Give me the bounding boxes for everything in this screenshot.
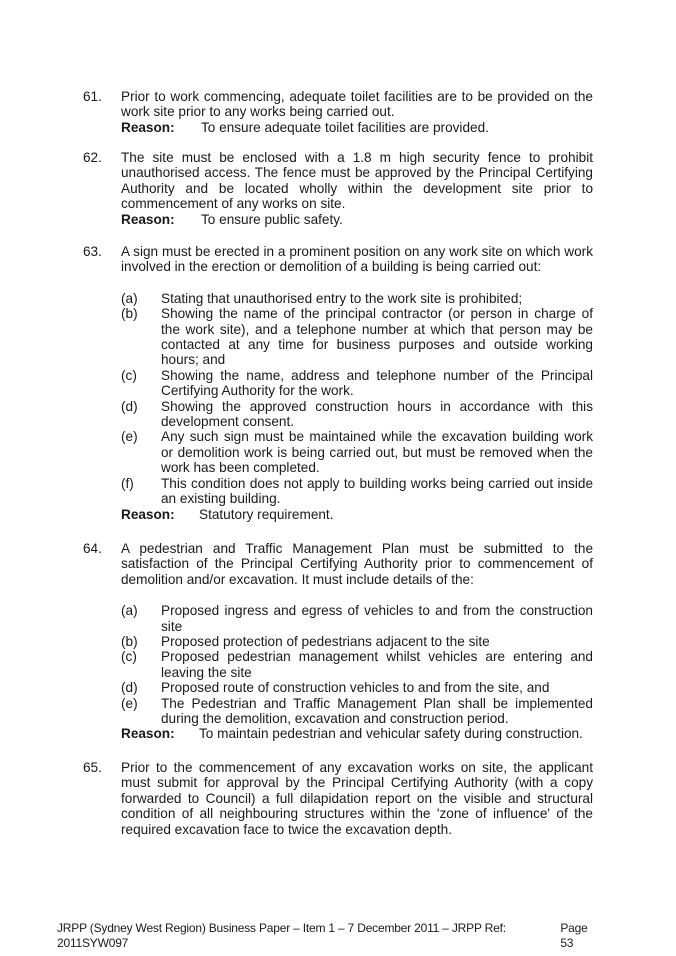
item-label: (c)	[121, 367, 137, 383]
item-label: (e)	[121, 695, 138, 711]
item-label: (b)	[121, 306, 138, 322]
condition-reason	[121, 726, 593, 741]
list-item	[121, 429, 593, 475]
list-item	[121, 306, 593, 368]
reason-text: To maintain pedestrian and vehicular safety during construction.	[199, 726, 583, 742]
item-label: (d)	[121, 680, 138, 696]
condition-61	[83, 89, 593, 135]
condition-text: Prior to work commencing, adequate toilet facilities are to be provided on the work site prior to any works being carried out.	[121, 89, 593, 120]
condition-65	[83, 760, 593, 837]
reason-text: Statutory requirement.	[199, 506, 334, 522]
list-item	[121, 649, 593, 680]
item-text: Any such sign must be maintained while the excavation building work or demolition work is being carried out, but must be removed when the work has been completed.	[161, 429, 593, 476]
item-label: (d)	[121, 398, 138, 414]
page-footer	[57, 921, 602, 952]
item-text: Proposed pedestrian management whilst vehicles are entering and leaving the site	[161, 649, 593, 680]
item-label: (c)	[121, 649, 137, 665]
item-text: Showing the approved construction hours in accordance with this development consent.	[161, 398, 593, 430]
condition-reason	[121, 507, 593, 522]
list-item	[121, 399, 593, 430]
item-text: This condition does not apply to building works being carried out inside an existing building.	[161, 475, 593, 507]
reason-label: Reason:	[121, 119, 175, 135]
item-text: Showing the name, address and telephone number of the Principal Certifying Authority for the work.	[161, 367, 593, 399]
item-label: (a)	[121, 603, 138, 619]
condition-text: A sign must be erected in a prominent position on any work site on which work involved in the erection or demolition of a building is being carried out:	[121, 244, 593, 275]
sub-item-list	[121, 291, 593, 507]
item-label: (b)	[121, 634, 138, 650]
list-item	[121, 476, 593, 507]
reason-label: Reason:	[121, 211, 175, 227]
sub-item-list	[121, 603, 593, 726]
reason-text: To ensure public safety.	[201, 211, 343, 227]
list-item	[121, 603, 593, 634]
list-item	[121, 680, 593, 695]
condition-number: 61.	[83, 89, 102, 104]
reason-label: Reason:	[121, 726, 175, 742]
condition-number: 63.	[83, 244, 102, 259]
reason-label: Reason:	[121, 506, 175, 522]
list-item	[121, 291, 593, 306]
condition-number: 64.	[83, 541, 102, 556]
condition-number: 65.	[83, 760, 102, 775]
item-label: (f)	[121, 475, 134, 491]
item-text: Proposed protection of pedestrians adjacent to the site	[161, 634, 490, 650]
condition-number: 62.	[83, 150, 102, 165]
item-text: The Pedestrian and Traffic Management Plan shall be implemented during the demolition, excavation and construction period.	[161, 695, 593, 727]
condition-text: A pedestrian and Traffic Management Plan must be submitted to the satisfaction of the Principal Certifying Authority prior to commencement of demolition and/or excavation. It must include details of the:	[121, 541, 593, 587]
item-text: Stating that unauthorised entry to the work site is prohibited;	[161, 290, 523, 306]
condition-63	[83, 244, 593, 522]
list-item	[121, 368, 593, 399]
item-label: (a)	[121, 290, 138, 306]
list-item	[121, 634, 593, 649]
condition-reason	[121, 120, 593, 135]
condition-text: Prior to the commencement of any excavation works on site, the applicant must submit for approval by the Principal Certifying Authority (with a copy forwarded to Council) a full dilapidation report on the visible and structural condition of all neighbouring structures within the 'zone of influence' of the required excavation face to twice the excavation depth.	[121, 760, 593, 837]
item-label: (e)	[121, 429, 138, 445]
condition-64	[83, 541, 593, 742]
list-item	[121, 696, 593, 727]
condition-reason	[121, 212, 593, 227]
condition-62	[83, 150, 593, 227]
item-text: Proposed route of construction vehicles to and from the site, and	[161, 680, 550, 696]
condition-text: The site must be enclosed with a 1.8 m high security fence to prohibit unauthorised access. The fence must be approved by the Principal Certifying Authority and be located wholly within the development site prior to commencement of any works on site.	[121, 150, 593, 212]
reason-text: To ensure adequate toilet facilities are provided.	[201, 119, 489, 135]
footer-reference: JRPP (Sydney West Region) Business Paper – Item 1 – 7 December 2011 – JRPP Ref: 2011SYW097	[57, 921, 506, 951]
item-text: Proposed ingress and egress of vehicles to and from the construction site	[161, 603, 593, 634]
item-text: Showing the name of the principal contractor (or person in charge of the work site), and a telephone number at which that person may be contacted at any time for business purposes and outside working hours; and	[161, 306, 593, 368]
page-number: Page 53	[560, 921, 588, 951]
